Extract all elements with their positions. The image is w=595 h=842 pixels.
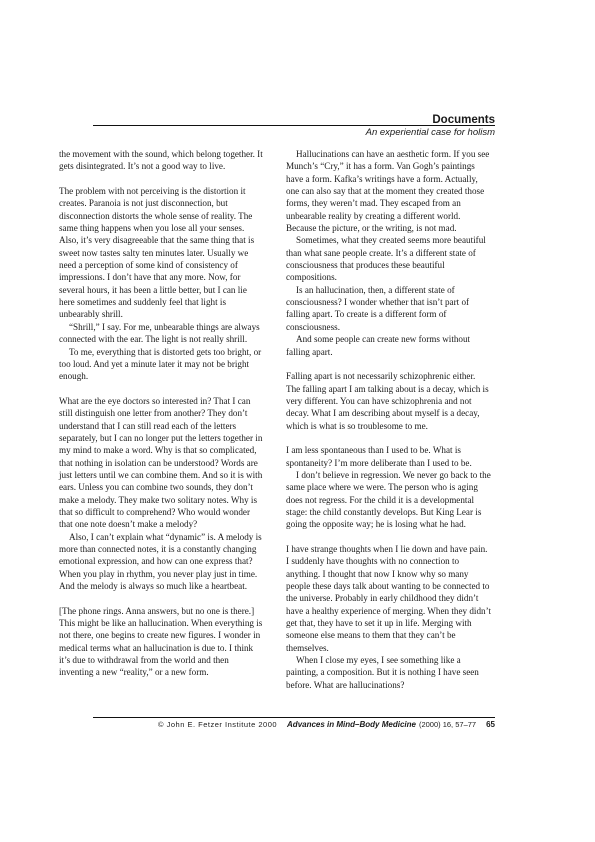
- running-head: [366, 114, 495, 139]
- paragraph: [The phone rings. Anna answers, but no one is there.] This might be like an hallucination. When everything is not there, one begins to create new figures. I wonder in medical terms what an hallucination is due to. I think it’s due to withdrawal from the world and then inventing a new “reality,” or a new form.: [59, 605, 263, 678]
- page-number: 65: [486, 720, 495, 729]
- footer-rule: [93, 717, 495, 718]
- paragraph: the movement with the sound, which belong together. It gets disintegrated. It’s not a good way to live.: [59, 149, 263, 172]
- paragraph: I don’t believe in regression. We never go back to the same place where we were. The person who is aging does not regress. For the child it is a developmental stage: the child constantly develops. But King Lear is going the opposite way; he is losing what he had.: [286, 469, 491, 530]
- page-footer: [158, 720, 495, 730]
- paragraph: Is an hallucination, then, a different state of consciousness? I wonder whether that isn’t part of falling apart. To create is a different form of consciousness.: [286, 284, 470, 332]
- journal-citation: (2000) 16, 57–77: [418, 720, 477, 729]
- paragraph: And some people can create new forms without falling apart.: [286, 334, 471, 357]
- paragraph: When I close my eyes, I see something like a painting, a composition. But it is nothing I have seen before. What are hallucinations?: [286, 655, 479, 690]
- journal-name: Advances in Mind–Body Medicine: [287, 720, 416, 729]
- paragraph: “Shrill,” I say. For me, unbearable things are always connected with the ear. The light is not really shrill.: [59, 321, 260, 345]
- paragraph: I am less spontaneous than I used to be. What is spontaneity? I’m more deliberate than I used to be.: [286, 445, 472, 468]
- right-column: [286, 148, 491, 691]
- copyright-notice: © John E. Fetzer Institute 2000: [158, 720, 278, 729]
- paragraph: The problem with not perceiving is the distortion it creates. Paranoia is not just disconnection, but disconnection distorts the whole sense of reality. The same thing happens when you lose all your senses. Also, it’s very disagreeable that the same thing that is sweet now tastes salty ten minutes later. Usually we need a perception of some kind of consistency of impressions. I don’t have that any more. Now, for several hours, it has been a little better, but I can lie here sometimes and suddenly feel that light is unbearably shrill.: [59, 186, 255, 320]
- paragraph: Also, I can’t explain what “dynamic” is. A melody is more than connected notes, it is a constantly changing emotional expression, and how can one express that? When you play in rhythm, you never play just in time. And the melody is always so much like a heartbeat.: [59, 531, 262, 592]
- section-title: Documents: [432, 114, 495, 126]
- paragraph: Hallucinations can have an aesthetic form. If you see Munch’s “Cry,” it has a form. Van Gogh’s paintings have a form. Kafka’s writings have a form. Actually, one can also say that at the moment they created those forms, they weren’t mad. They escaped from an unbearable reality by creating a different world. Because the picture, or the writing, is not mad.: [286, 149, 490, 234]
- article-subtitle: An experiential case for holism: [365, 127, 495, 138]
- paragraph: To me, everything that is distorted gets too bright, or too loud. And yet a minute later it may not be bright enough.: [59, 346, 262, 382]
- paragraph: Sometimes, what they created seems more beautiful than what sane people create. It’s a different state of consciousness that produces these beautiful compositions.: [286, 235, 486, 283]
- paragraph: I have strange thoughts when I lie down and have pain. I suddenly have thoughts with no connection to anything. I thought that now I know why so many people these days talk about wanting to be connected to the universe. Probably in early childhood they didn’t have a healthy experience of merging. When they didn’t get that, they have to set it up in life. Merging with someone else means to them that they can’t be themselves.: [286, 544, 491, 653]
- paragraph: Falling apart is not necessarily schizophrenic either. The falling apart I am talking about is a decay, which is very different. You can have schizophrenia and not decay. What I am describing about myself is a decay, which is what is so troublesome to me.: [286, 371, 489, 431]
- header-rule: [93, 125, 495, 126]
- paragraph: What are the eye doctors so interested in? That I can still distinguish one letter from another? They don’t understand that I can still read each of the letters separately, but I can no longer put the letters together in my mind to make a word. Why is that so complicated, that nothing in isolation can be understood? Words are just letters until we can combine them. And so it is with ears. Unless you can combine two sounds, they don’t make a melody. They make two solitary notes. Why is that so difficult to comprehend? Who would wonder that one note doesn’t make a melody?: [59, 395, 263, 530]
- left-column: [59, 148, 264, 679]
